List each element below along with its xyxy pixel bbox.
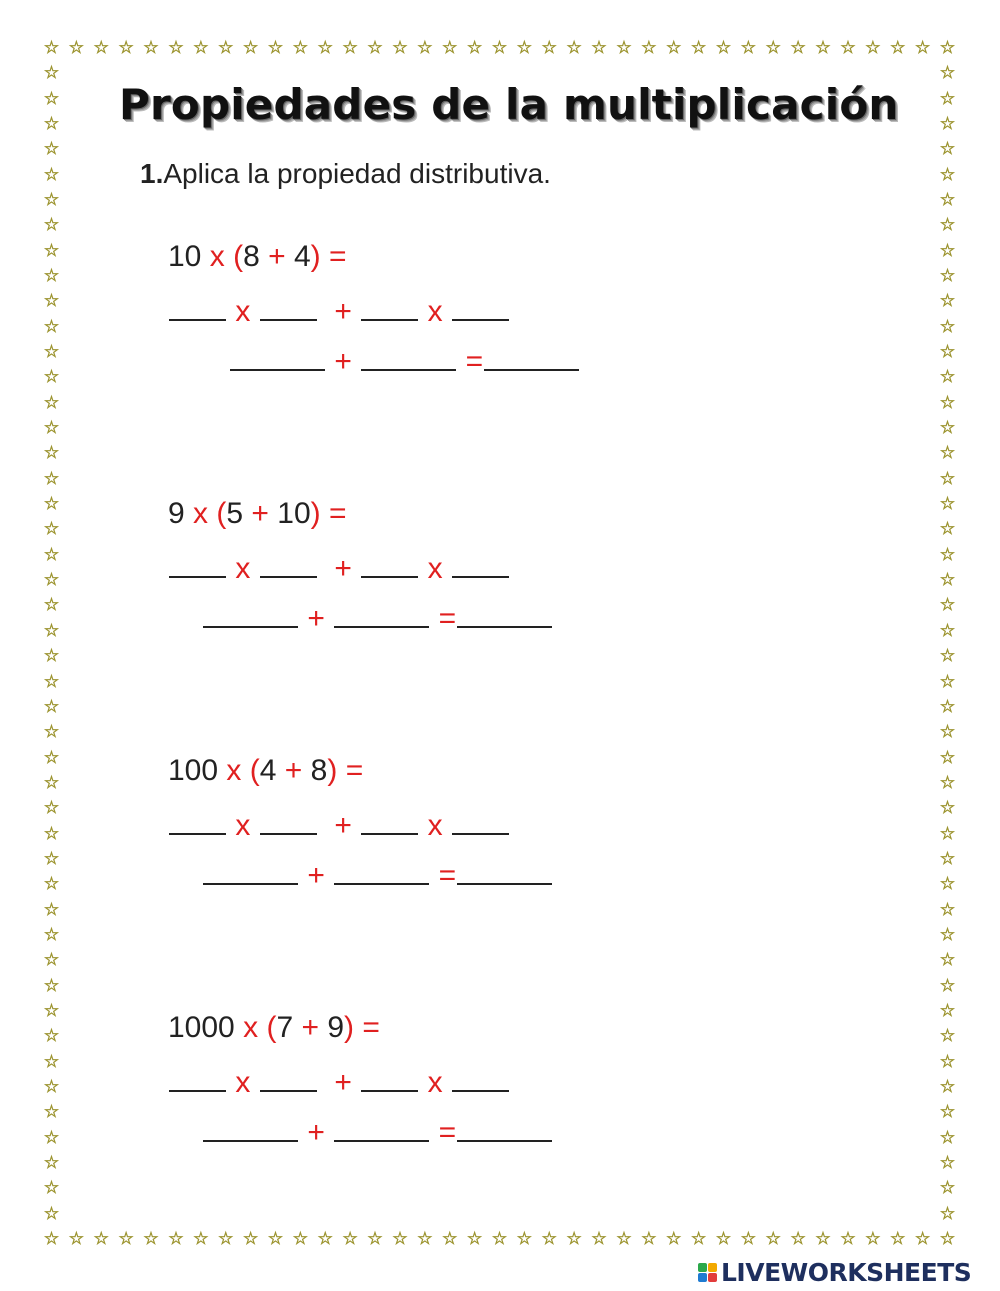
distribution-line: [168, 807, 510, 843]
star-icon: ☆: [392, 38, 408, 58]
distribution-line: [168, 293, 510, 329]
star-icon: ☆: [939, 1076, 956, 1097]
plus-symbol: +: [334, 345, 352, 378]
star-icon: ☆: [939, 519, 956, 540]
star-icon: ☆: [43, 975, 60, 996]
star-icon: ☆: [939, 1102, 956, 1123]
star-icon: ☆: [939, 1127, 956, 1148]
factor-a: 9: [168, 497, 185, 530]
star-icon: ☆: [516, 1229, 532, 1249]
star-icon: ☆: [317, 38, 333, 58]
star-icon: ☆: [939, 418, 956, 439]
star-icon: ☆: [939, 646, 956, 667]
answer-blank[interactable]: [169, 1064, 226, 1092]
star-icon: ☆: [93, 1229, 109, 1249]
star-icon: ☆: [939, 63, 956, 84]
star-icon: ☆: [143, 38, 159, 58]
star-icon: ☆: [939, 924, 956, 945]
times-symbol: x: [235, 1066, 251, 1099]
answer-blank[interactable]: [169, 550, 226, 578]
star-icon: ☆: [790, 38, 806, 58]
answer-blank[interactable]: [260, 293, 317, 321]
answer-blank[interactable]: [334, 1114, 429, 1142]
star-icon: ☆: [616, 1229, 632, 1249]
star-icon: ☆: [939, 139, 956, 160]
plus-symbol: +: [334, 295, 352, 328]
star-icon: ☆: [43, 544, 60, 565]
star-icon: ☆: [43, 1076, 60, 1097]
star-icon: ☆: [466, 1229, 483, 1249]
answer-blank[interactable]: [361, 807, 418, 835]
page-title: Propiedades de la multiplicación: [119, 80, 899, 129]
addend-c: 8: [310, 754, 328, 787]
answer-blank[interactable]: [452, 807, 509, 835]
star-icon: ☆: [43, 1203, 60, 1224]
star-icon: ☆: [267, 1229, 284, 1249]
star-icon: ☆: [317, 1229, 333, 1249]
star-icon: ☆: [939, 291, 956, 312]
star-icon: ☆: [939, 1152, 956, 1173]
addend-b: 4: [259, 754, 277, 787]
star-icon: ☆: [790, 1229, 806, 1249]
star-icon: ☆: [193, 1229, 209, 1249]
star-icon: ☆: [939, 367, 956, 388]
exercise-expression: [168, 754, 363, 788]
distribution-line: [168, 1064, 510, 1100]
brand-name: LIVEWORKSHEETS: [721, 1257, 972, 1287]
star-icon: ☆: [43, 215, 60, 236]
answer-blank[interactable]: [169, 293, 226, 321]
star-icon: ☆: [367, 38, 383, 58]
star-icon: ☆: [43, 266, 60, 287]
star-icon: ☆: [43, 848, 60, 869]
close-paren: ): [327, 754, 338, 787]
star-icon: ☆: [666, 1229, 682, 1249]
star-icon: ☆: [765, 1229, 781, 1249]
star-icon: ☆: [43, 443, 60, 464]
star-icon: ☆: [939, 190, 956, 211]
star-icon: ☆: [914, 38, 931, 58]
star-icon: ☆: [43, 139, 60, 160]
answer-blank[interactable]: [361, 550, 418, 578]
star-icon: ☆: [218, 1229, 234, 1249]
plus-symbol: +: [307, 602, 325, 635]
equals-symbol: =: [362, 1011, 380, 1044]
star-icon: ☆: [939, 392, 956, 413]
star-icon: ☆: [566, 38, 582, 58]
star-icon: ☆: [43, 190, 60, 211]
star-icon: ☆: [715, 1229, 732, 1249]
answer-blank[interactable]: [457, 1114, 552, 1142]
plus-symbol: +: [334, 552, 352, 585]
addend-b: 8: [243, 240, 260, 273]
star-icon: ☆: [890, 38, 906, 58]
star-icon: ☆: [43, 1026, 60, 1047]
star-icon: ☆: [43, 772, 60, 793]
sum-line: [202, 1114, 553, 1150]
factor-a: 10: [168, 240, 202, 273]
equals-symbol: =: [438, 859, 457, 892]
distribution-line: [168, 550, 510, 586]
star-icon: ☆: [43, 1127, 60, 1148]
star-icon: ☆: [43, 291, 60, 312]
star-icon: ☆: [939, 595, 956, 616]
star-icon: ☆: [865, 1229, 881, 1249]
answer-blank[interactable]: [457, 600, 552, 628]
plus-symbol: +: [307, 859, 325, 892]
star-icon: ☆: [939, 620, 956, 641]
addend-c: 10: [277, 497, 311, 530]
star-icon: ☆: [168, 1229, 184, 1249]
star-icon: ☆: [68, 1229, 84, 1249]
star-icon: ☆: [43, 392, 60, 413]
plus-symbol: +: [334, 1066, 352, 1099]
star-icon: ☆: [43, 798, 60, 819]
answer-blank[interactable]: [452, 1064, 509, 1092]
star-icon: ☆: [690, 38, 707, 58]
star-icon: ☆: [939, 494, 956, 515]
answer-blank[interactable]: [361, 343, 456, 371]
star-icon: ☆: [939, 1229, 956, 1249]
star-icon: ☆: [914, 1229, 931, 1249]
answer-blank[interactable]: [452, 293, 509, 321]
star-icon: ☆: [43, 620, 60, 641]
plus-symbol: +: [334, 809, 352, 842]
answer-blank[interactable]: [334, 600, 429, 628]
star-icon: ☆: [466, 38, 483, 58]
star-icon: ☆: [939, 266, 956, 287]
liveworksheets-icon: [698, 1263, 717, 1282]
star-icon: ☆: [690, 1229, 707, 1249]
star-icon: ☆: [939, 848, 956, 869]
star-icon: ☆: [118, 38, 134, 58]
star-icon: ☆: [43, 899, 60, 920]
answer-blank[interactable]: [230, 343, 325, 371]
plus-symbol: +: [301, 1011, 319, 1044]
star-icon: ☆: [442, 38, 458, 58]
star-icon: ☆: [939, 823, 956, 844]
star-icon: ☆: [939, 468, 956, 489]
plus-symbol: +: [268, 240, 286, 273]
open-paren: (: [216, 497, 227, 530]
answer-blank[interactable]: [334, 857, 429, 885]
answer-blank[interactable]: [203, 857, 298, 885]
times-symbol: x: [226, 754, 242, 787]
answer-blank[interactable]: [361, 293, 418, 321]
star-icon: ☆: [641, 1229, 657, 1249]
instruction: [140, 158, 551, 190]
answer-blank[interactable]: [452, 550, 509, 578]
star-icon: ☆: [43, 671, 60, 692]
star-icon: ☆: [43, 418, 60, 439]
star-icon: ☆: [342, 1229, 358, 1249]
star-icon: ☆: [939, 164, 956, 185]
plus-symbol: +: [251, 497, 269, 530]
star-icon: ☆: [939, 215, 956, 236]
star-icon: ☆: [939, 671, 956, 692]
star-icon: ☆: [939, 798, 956, 819]
star-icon: ☆: [43, 696, 60, 717]
star-icon: ☆: [242, 1229, 259, 1249]
star-icon: ☆: [939, 1051, 956, 1072]
open-paren: (: [233, 240, 244, 273]
star-icon: ☆: [143, 1229, 159, 1249]
star-icon: ☆: [43, 747, 60, 768]
star-icon: ☆: [541, 1229, 557, 1249]
times-symbol: x: [209, 240, 225, 273]
star-icon: ☆: [43, 570, 60, 591]
star-icon: ☆: [43, 823, 60, 844]
star-icon: ☆: [666, 38, 682, 58]
close-paren: ): [310, 240, 321, 273]
star-icon: ☆: [939, 722, 956, 743]
star-icon: ☆: [939, 1026, 956, 1047]
times-symbol: x: [427, 1066, 443, 1099]
star-icon: ☆: [43, 646, 60, 667]
star-icon: ☆: [43, 924, 60, 945]
star-icon: ☆: [43, 164, 60, 185]
star-icon: ☆: [43, 342, 60, 363]
star-icon: ☆: [68, 38, 84, 58]
answer-blank[interactable]: [457, 857, 552, 885]
addend-c: 4: [293, 240, 311, 273]
star-icon: ☆: [890, 1229, 906, 1249]
star-icon: ☆: [939, 342, 956, 363]
equals-symbol: =: [438, 1116, 457, 1149]
star-icon: ☆: [939, 544, 956, 565]
star-icon: ☆: [541, 38, 557, 58]
open-paren: (: [266, 1011, 277, 1044]
plus-symbol: +: [284, 754, 303, 787]
star-icon: ☆: [566, 1229, 582, 1249]
plus-symbol: +: [307, 1116, 325, 1149]
star-icon: ☆: [740, 1229, 756, 1249]
star-icon: ☆: [417, 1229, 433, 1249]
times-symbol: x: [235, 809, 251, 842]
close-paren: ): [310, 497, 321, 530]
times-symbol: x: [427, 552, 443, 585]
star-icon: ☆: [939, 38, 956, 58]
times-symbol: x: [193, 497, 209, 530]
times-symbol: x: [235, 295, 251, 328]
star-icon: ☆: [939, 443, 956, 464]
exercise-expression: [168, 497, 347, 531]
star-icon: ☆: [43, 88, 60, 109]
star-icon: ☆: [591, 38, 607, 58]
equals-symbol: =: [329, 497, 347, 530]
star-icon: ☆: [43, 494, 60, 515]
star-icon: ☆: [342, 38, 358, 58]
sum-line: [229, 343, 580, 379]
star-icon: ☆: [939, 316, 956, 337]
star-icon: ☆: [43, 38, 60, 58]
star-icon: ☆: [417, 38, 433, 58]
star-icon: ☆: [43, 240, 60, 261]
instruction-text: Aplica la propiedad distributiva.: [163, 158, 551, 189]
star-icon: ☆: [939, 114, 956, 135]
star-icon: ☆: [491, 1229, 508, 1249]
star-icon: ☆: [840, 38, 856, 58]
times-symbol: x: [427, 809, 443, 842]
star-icon: ☆: [815, 1229, 831, 1249]
star-icon: ☆: [43, 367, 60, 388]
times-symbol: x: [427, 295, 443, 328]
star-icon: ☆: [43, 722, 60, 743]
answer-blank[interactable]: [203, 600, 298, 628]
star-icon: ☆: [43, 950, 60, 971]
star-icon: ☆: [193, 38, 209, 58]
star-icon: ☆: [43, 1178, 60, 1199]
star-icon: ☆: [93, 38, 109, 58]
star-icon: ☆: [939, 696, 956, 717]
star-icon: ☆: [939, 1000, 956, 1021]
star-icon: ☆: [491, 38, 508, 58]
equals-symbol: =: [329, 240, 347, 273]
star-icon: ☆: [939, 874, 956, 895]
star-icon: ☆: [267, 38, 284, 58]
star-icon: ☆: [765, 38, 781, 58]
star-icon: ☆: [43, 874, 60, 895]
addend-c: 9: [327, 1011, 345, 1044]
addend-b: 5: [226, 497, 244, 530]
star-icon: ☆: [616, 38, 632, 58]
star-icon: ☆: [43, 595, 60, 616]
star-icon: ☆: [939, 975, 956, 996]
star-icon: ☆: [939, 772, 956, 793]
answer-blank[interactable]: [361, 1064, 418, 1092]
star-icon: ☆: [43, 1229, 60, 1249]
star-icon: ☆: [43, 519, 60, 540]
exercise-expression: [168, 1011, 380, 1045]
star-icon: ☆: [740, 38, 756, 58]
star-icon: ☆: [939, 899, 956, 920]
open-paren: (: [249, 754, 260, 787]
liveworksheets-logo: [698, 1258, 971, 1286]
star-icon: ☆: [939, 570, 956, 591]
star-icon: ☆: [715, 38, 732, 58]
answer-blank[interactable]: [260, 807, 317, 835]
star-icon: ☆: [392, 1229, 408, 1249]
star-icon: ☆: [218, 38, 234, 58]
star-icon: ☆: [43, 468, 60, 489]
star-icon: ☆: [43, 1000, 60, 1021]
close-paren: ): [344, 1011, 355, 1044]
equals-symbol: =: [465, 345, 484, 378]
star-icon: ☆: [43, 1102, 60, 1123]
star-icon: ☆: [591, 1229, 607, 1249]
answer-blank[interactable]: [484, 343, 579, 371]
answer-blank[interactable]: [169, 807, 226, 835]
equals-symbol: =: [345, 754, 364, 787]
star-icon: ☆: [442, 1229, 458, 1249]
exercise-expression: [168, 240, 347, 274]
star-icon: ☆: [939, 88, 956, 109]
star-icon: ☆: [43, 63, 60, 84]
star-icon: ☆: [865, 38, 881, 58]
equals-symbol: =: [438, 602, 457, 635]
star-icon: ☆: [939, 747, 956, 768]
star-icon: ☆: [43, 316, 60, 337]
star-icon: ☆: [242, 38, 259, 58]
instruction-number: 1.: [140, 158, 164, 189]
factor-a: 100: [168, 754, 219, 787]
star-icon: ☆: [641, 38, 657, 58]
addend-b: 7: [276, 1011, 294, 1044]
star-icon: ☆: [815, 38, 831, 58]
answer-blank[interactable]: [203, 1114, 298, 1142]
star-icon: ☆: [939, 1203, 956, 1224]
star-icon: ☆: [292, 1229, 308, 1249]
star-icon: ☆: [292, 38, 308, 58]
times-symbol: x: [235, 552, 251, 585]
star-icon: ☆: [43, 1051, 60, 1072]
answer-blank[interactable]: [260, 1064, 317, 1092]
star-icon: ☆: [939, 240, 956, 261]
star-icon: ☆: [939, 1178, 956, 1199]
star-icon: ☆: [118, 1229, 134, 1249]
star-icon: ☆: [840, 1229, 856, 1249]
star-icon: ☆: [168, 38, 184, 58]
star-icon: ☆: [43, 114, 60, 135]
star-icon: ☆: [43, 1152, 60, 1173]
star-icon: ☆: [516, 38, 532, 58]
star-icon: ☆: [939, 950, 956, 971]
times-symbol: x: [243, 1011, 259, 1044]
factor-a: 1000: [168, 1011, 235, 1044]
star-icon: ☆: [367, 1229, 383, 1249]
answer-blank[interactable]: [260, 550, 317, 578]
sum-line: [202, 600, 553, 636]
sum-line: [202, 857, 553, 893]
